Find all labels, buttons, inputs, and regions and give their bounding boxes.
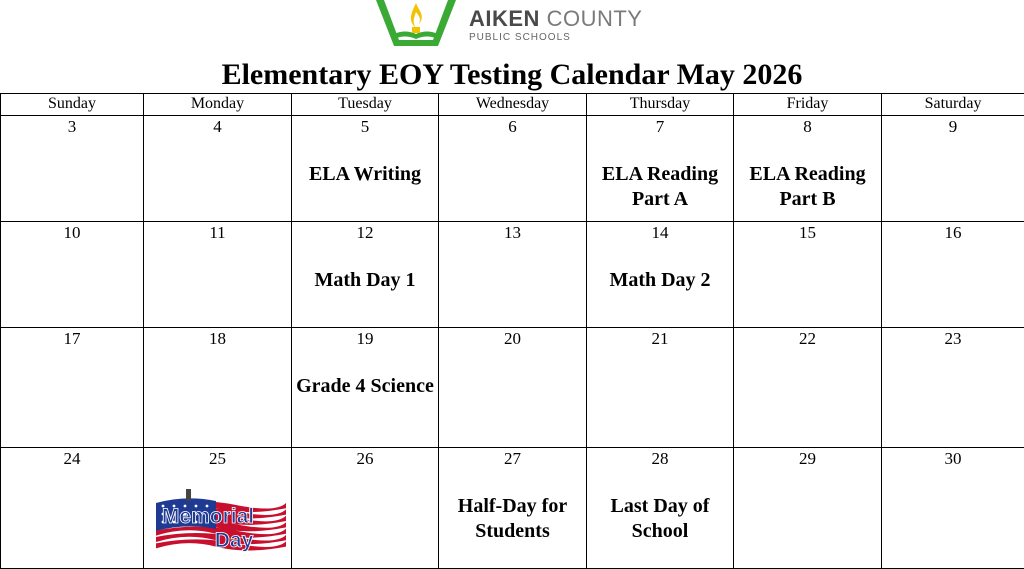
day-cell-11: [144, 222, 292, 328]
district-logo: [372, 0, 672, 52]
day-cell-21: [587, 328, 734, 448]
logo-subtitle: PUBLIC SCHOOLS: [469, 32, 571, 43]
day-cell-19: [292, 328, 439, 448]
event-label: Grade 4 Science: [292, 374, 438, 399]
day-number: 19: [292, 329, 438, 349]
calendar-week-row: [1, 328, 1024, 448]
day-number: 21: [587, 329, 733, 349]
day-number: 9: [882, 117, 1024, 137]
day-cell-9: [882, 116, 1024, 222]
day-cell-26: [292, 448, 439, 569]
day-number: 17: [1, 329, 143, 349]
day-cell-29: [734, 448, 882, 569]
day-number: 27: [439, 449, 586, 469]
day-cell-14: [587, 222, 734, 328]
day-cell-24: [1, 448, 144, 569]
weekday-header-tuesday: Tuesday: [292, 94, 439, 116]
weekday-header-friday: Friday: [734, 94, 882, 116]
day-number: 12: [292, 223, 438, 243]
memorial-day-text-line2: Day: [214, 529, 253, 552]
day-cell-12: [292, 222, 439, 328]
day-number: 15: [734, 223, 881, 243]
day-number: 29: [734, 449, 881, 469]
event-label: Half-Day for Students: [439, 494, 586, 544]
calendar-week-row: [1, 116, 1024, 222]
event-label: ELA Writing: [292, 162, 438, 187]
calendar-grid: [0, 93, 1024, 569]
day-number: 10: [1, 223, 143, 243]
event-label: Math Day 2: [587, 268, 733, 293]
event-label: Last Day of School: [587, 494, 733, 544]
day-cell-13: [439, 222, 587, 328]
day-cell-5: [292, 116, 439, 222]
day-number: 7: [587, 117, 733, 137]
day-number: 26: [292, 449, 438, 469]
day-cell-4: [144, 116, 292, 222]
day-number: 18: [144, 329, 291, 349]
day-cell-27: [439, 448, 587, 569]
day-cell-10: [1, 222, 144, 328]
day-number: 24: [1, 449, 143, 469]
weekday-header-monday: Monday: [144, 94, 292, 116]
day-cell-22: [734, 328, 882, 448]
day-number: 20: [439, 329, 586, 349]
day-number: 28: [587, 449, 733, 469]
calendar-week-row: [1, 448, 1024, 569]
day-cell-30: [882, 448, 1024, 569]
logo-wordmark: AIKEN COUNTY: [469, 6, 642, 32]
day-number: 23: [882, 329, 1024, 349]
day-cell-23: [882, 328, 1024, 448]
day-cell-6: [439, 116, 587, 222]
day-cell-3: [1, 116, 144, 222]
day-cell-20: [439, 328, 587, 448]
day-number: 11: [144, 223, 291, 243]
day-number: 5: [292, 117, 438, 137]
day-number: 8: [734, 117, 881, 137]
weekday-header-sunday: Sunday: [1, 94, 144, 116]
day-number: 14: [587, 223, 733, 243]
weekday-header-row: [1, 94, 1024, 116]
day-cell-15: [734, 222, 882, 328]
day-number: 25: [144, 449, 291, 469]
event-label: ELA Reading Part B: [734, 162, 881, 212]
event-label: Math Day 1: [292, 268, 438, 293]
american-flag-banner-icon: [146, 489, 290, 559]
day-cell-17: [1, 328, 144, 448]
day-number: 3: [1, 117, 143, 137]
calendar-week-row: [1, 222, 1024, 328]
day-cell-25: [144, 448, 292, 569]
day-number: 6: [439, 117, 586, 137]
day-number: 4: [144, 117, 291, 137]
memorial-day-text-line1: Memorial: [161, 505, 253, 528]
weekday-header-thursday: Thursday: [587, 94, 734, 116]
day-number: 16: [882, 223, 1024, 243]
day-cell-18: [144, 328, 292, 448]
day-cell-7: [587, 116, 734, 222]
event-label: ELA Reading Part A: [587, 162, 733, 212]
torch-book-logo-icon: [372, 0, 460, 52]
weekday-header-saturday: Saturday: [882, 94, 1024, 116]
page-title: Elementary EOY Testing Calendar May 2026: [0, 57, 1024, 93]
weekday-header-wednesday: Wednesday: [439, 94, 587, 116]
day-cell-28: [587, 448, 734, 569]
day-number: 22: [734, 329, 881, 349]
day-number: 30: [882, 449, 1024, 469]
day-cell-16: [882, 222, 1024, 328]
day-number: 13: [439, 223, 586, 243]
day-cell-8: [734, 116, 882, 222]
